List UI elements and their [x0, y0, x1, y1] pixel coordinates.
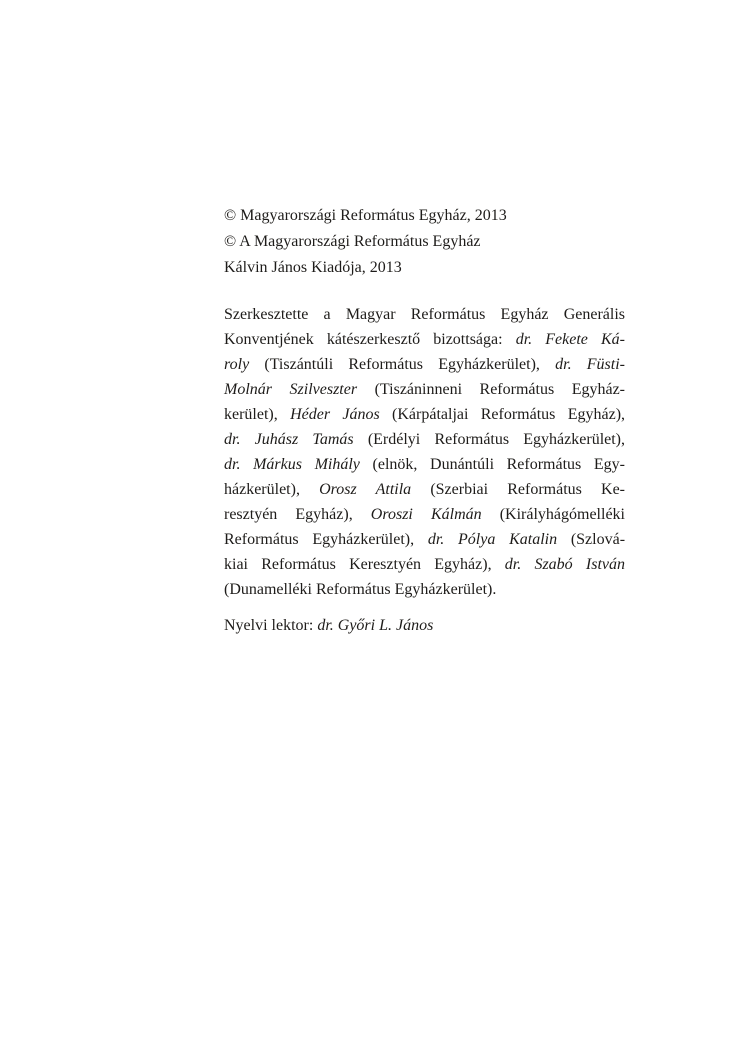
text-run: resztyén Egyház), [224, 506, 371, 523]
paragraph-line [224, 527, 625, 552]
text-run: (Szerbiai Református Ke- [411, 481, 626, 498]
text-run: kiai Református Keresztyén Egyház), [224, 556, 505, 573]
italic-text-run: dr. Fekete Ká- [515, 331, 626, 348]
italic-text-run: Orosz Attila [319, 481, 412, 498]
language-editor-line [224, 613, 625, 638]
italic-text-run: dr. Márkus Mihály [224, 456, 360, 473]
text-run: (Tiszáninneni Református Egyház- [357, 381, 626, 398]
text-run: Református Egyházkerület), [224, 531, 428, 548]
italic-text-run: Oroszi Kálmán [370, 506, 482, 523]
text-run: Szerkesztette a Magyar Református Egyház Generális [224, 306, 625, 323]
paragraph-line [224, 377, 625, 402]
text-run: (Dunamelléki Református Egyházkerület). [224, 581, 497, 598]
paragraph-line [224, 327, 625, 352]
publisher-line: Kálvin János Kiadója, 2013 [224, 259, 402, 276]
paragraph-line [224, 552, 625, 577]
paragraph-line [224, 477, 625, 502]
text-block [224, 203, 625, 638]
paragraph-line [224, 427, 625, 452]
text-run: Nyelvi lektor: [224, 617, 318, 634]
text-run: Konventjének kátészerkesztő bizottsága: [224, 331, 516, 348]
text-run: kerület), [224, 406, 291, 423]
text-run: (Királyhágómelléki [481, 506, 625, 523]
copyright-line: © A Magyarországi Református Egyház [224, 233, 481, 250]
italic-text-run: roly [224, 356, 250, 373]
paragraph-line [224, 452, 625, 477]
text-run: (Szlová- [557, 531, 626, 548]
paragraph-line [224, 577, 625, 602]
italic-text-run: dr. Győri L. János [317, 617, 434, 634]
italic-text-run: dr. Szabó István [504, 556, 625, 573]
copyright-block [224, 203, 625, 281]
editorial-committee-paragraph [224, 302, 625, 602]
text-run: (Erdélyi Református Egyházkerület), [353, 431, 626, 448]
text-run: házkerület), [224, 481, 320, 498]
text-run: (Tiszántúli Református Egyházkerület), [249, 356, 556, 373]
italic-text-run: Héder János [290, 406, 380, 423]
copyright-line: © Magyarországi Református Egyház, 2013 [224, 207, 507, 224]
paragraph-line [224, 402, 625, 427]
text-run: (Kárpátaljai Református Egyház), [379, 406, 626, 423]
italic-text-run: dr. Pólya Katalin [427, 531, 558, 548]
paragraph-line [224, 502, 625, 527]
italic-text-run: dr. Juhász Tamás [224, 431, 354, 448]
italic-text-run: dr. Füsti- [555, 356, 625, 373]
text-run: (elnök, Dunántúli Református Egy- [359, 456, 626, 473]
italic-text-run: Molnár Szilveszter [224, 381, 358, 398]
paragraph-line [224, 352, 625, 377]
paragraph-line [224, 302, 625, 327]
